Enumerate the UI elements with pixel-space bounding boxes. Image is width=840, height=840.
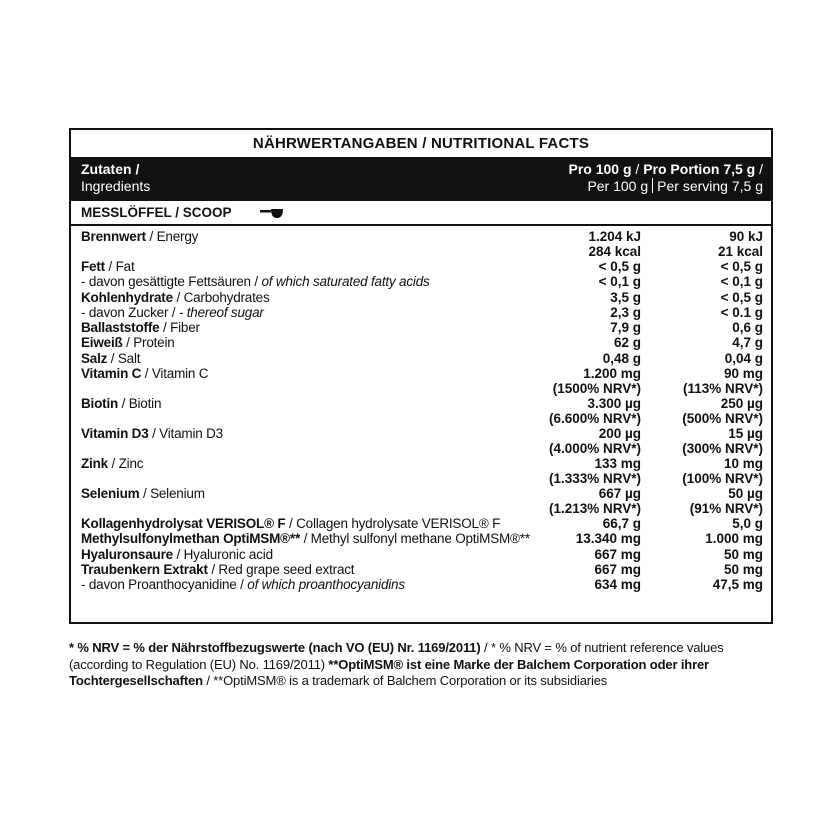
nutrient-label: [81, 335, 175, 350]
value-per-100g: [603, 351, 641, 366]
scoop-row: [71, 201, 771, 226]
nutrient-label: [81, 486, 205, 501]
value-per-serving: [682, 456, 763, 487]
nutrient-name-en: / Vitamin C: [141, 366, 209, 382]
value-per-serving: [718, 229, 763, 260]
nutrient-amount: < 0,1 g: [598, 274, 641, 290]
value-per-serving: [721, 290, 763, 305]
footnote: [69, 640, 781, 690]
nutrient-name-de: Zink: [81, 456, 108, 472]
nutrient-amount: 200 µg: [598, 426, 641, 442]
nutrient-name-de: Selenium: [81, 486, 140, 502]
nrv-percent: (300% NRV*): [682, 441, 763, 457]
value-per-serving: [732, 516, 763, 531]
table-row: [71, 562, 771, 577]
nutrient-name-en: / Salt: [107, 350, 141, 366]
nutrient-amount: 2,3 g: [610, 304, 641, 320]
value-per-serving: [732, 320, 763, 335]
nrv-percent: 21 kcal: [717, 244, 763, 260]
nutrient-name-de: Traubenkern Extrakt: [81, 561, 208, 577]
nutrient-label: [81, 290, 270, 305]
nutrient-label: [81, 305, 264, 320]
nutrient-label: [81, 351, 140, 366]
value-per-100g: [549, 426, 641, 457]
nutrient-rows: [71, 226, 771, 593]
nutrient-name-de: Vitamin C: [81, 366, 142, 382]
nutrient-name-de: Methylsulfonylmethan OptiMSM®**: [81, 531, 301, 547]
value-per-100g: [594, 577, 641, 592]
header-divider: [652, 178, 653, 193]
value-per-100g: [603, 516, 641, 531]
footnote-nrv-de: * % NRV = % der Nährstoffbezugswerte (nach VO (EU) Nr. 1169/2011): [69, 640, 481, 655]
table-row: [71, 486, 771, 516]
nutrient-label: [81, 456, 143, 471]
table-row: [71, 547, 771, 562]
table-row: [71, 426, 771, 456]
table-row: [71, 305, 771, 320]
nutrient-name-de: Brennwert: [81, 229, 146, 244]
nutrient-amount: 7,9 g: [610, 320, 641, 336]
nutrient-label: [81, 229, 198, 244]
nutrient-amount: 50 mg: [723, 546, 763, 562]
nutrient-label: [81, 366, 208, 381]
value-per-serving: [721, 274, 763, 289]
nutrient-label: [81, 562, 354, 577]
header-slash: /: [759, 161, 763, 177]
nutrient-amount: 667 µg: [598, 486, 641, 502]
nrv-percent: (100% NRV*): [682, 471, 763, 487]
scoop-label: MESSLÖFFEL / SCOOP: [81, 205, 232, 220]
nutrient-name-en: / Collagen hydrolysate VERISOL® F: [285, 516, 501, 532]
value-per-100g: [610, 305, 641, 320]
nutrient-amount: < 0,5 g: [720, 289, 763, 305]
nutrient-amount: 634 mg: [594, 577, 641, 593]
nutrient-amount: 667 mg: [594, 561, 641, 577]
nutrient-amount: 62 g: [613, 335, 641, 351]
nutrient-name-de: Eiweiß: [81, 335, 123, 351]
table-row: [71, 531, 771, 546]
nutrient-amount: 1.200 mg: [583, 366, 641, 382]
header-bar: [71, 159, 771, 201]
nutrient-amount: 0,6 g: [732, 320, 763, 336]
value-per-100g: [594, 547, 641, 562]
nutrient-label: [81, 577, 405, 592]
value-per-100g: [553, 366, 641, 397]
ingredients-label-de: Zutaten /: [81, 161, 140, 177]
sub-nutrient-name-en: - thereof sugar: [178, 304, 264, 320]
nutrient-name-en: / Methyl sulfonyl methane OptiMSM®**: [300, 531, 530, 547]
nutrient-amount: 90 kJ: [729, 229, 763, 244]
table-title: NÄHRWERTANGABEN / NUTRITIONAL FACTS: [71, 130, 771, 159]
nutrient-name-de: Kollagenhydrolysat VERISOL® F: [81, 516, 286, 532]
scoop-icon: [260, 206, 284, 219]
sub-nutrient-name-en: of which proanthocyanidins: [247, 577, 405, 593]
value-per-100g: [599, 274, 641, 289]
nutrient-amount: 4,7 g: [732, 335, 763, 351]
nrv-percent: (4.000% NRV*): [548, 441, 641, 457]
nutrient-label: [81, 259, 135, 274]
nutrient-amount: 667 mg: [594, 546, 641, 562]
nrv-percent: (1500% NRV*): [552, 381, 641, 397]
nutrient-name-de: Kohlenhydrate: [81, 289, 173, 305]
nutrient-name-en: / Biotin: [118, 396, 162, 412]
sub-nutrient-name-de: - davon Zucker /: [81, 304, 179, 320]
table-row: [71, 320, 771, 335]
nutrient-name-en: / Carbohydrates: [172, 289, 270, 305]
value-per-100g: [549, 456, 641, 487]
value-per-serving: [724, 562, 763, 577]
table-row: [71, 290, 771, 305]
nrv-percent: (1.213% NRV*): [548, 501, 641, 517]
table-row: [71, 516, 771, 531]
table-row: [71, 351, 771, 366]
nutrient-label: [81, 531, 530, 546]
value-per-serving: [705, 531, 763, 546]
value-per-100g: [576, 531, 641, 546]
nutrient-name-de: Fett: [81, 259, 105, 274]
col1-header-de: Pro 100 g: [568, 161, 632, 177]
nutrient-amount: 3,5 g: [610, 289, 641, 305]
table-row: [71, 456, 771, 486]
value-per-100g: [594, 562, 641, 577]
nutrient-amount: 15 µg: [728, 426, 763, 442]
value-per-serving: [690, 486, 763, 517]
col1-header-en: Per 100 g: [587, 178, 649, 194]
header-columns: [569, 161, 764, 195]
nutrient-amount: 50 mg: [723, 561, 763, 577]
sub-nutrient-name-de: - davon Proanthocyanidine /: [81, 577, 248, 593]
table-row: [71, 366, 771, 396]
value-per-serving: [683, 366, 763, 397]
value-per-serving: [725, 351, 763, 366]
value-per-100g: [610, 290, 641, 305]
nutrient-amount: < 0,5 g: [598, 259, 641, 274]
nutrient-amount: 10 mg: [723, 456, 763, 472]
nutrient-label: [81, 516, 500, 531]
nutrient-amount: 1.204 kJ: [588, 229, 641, 244]
footnote-nrv-en: / * % NRV = % of nutrient reference values (according to Regulation (EU) No. 1169/2011): [69, 640, 724, 672]
nutrient-amount: 50 µg: [728, 486, 763, 502]
value-per-100g: [549, 486, 641, 517]
nutrient-name-de: Salz: [81, 350, 108, 366]
nutrient-amount: 0,04 g: [724, 350, 763, 366]
nutrient-amount: 3.300 µg: [587, 396, 641, 412]
header-ingredients: [81, 161, 150, 195]
nutrient-amount: 0,48 g: [602, 350, 641, 366]
nutrient-amount: 1.000 mg: [705, 531, 763, 547]
nutrient-name-en: / Selenium: [139, 486, 205, 502]
nutrient-amount: 250 µg: [720, 396, 763, 412]
nutrient-name-en: / Protein: [122, 335, 175, 351]
nrv-percent: (6.600% NRV*): [548, 411, 641, 427]
nutrient-name-de: Vitamin D3: [81, 426, 149, 442]
nutrient-amount: < 0,1 g: [720, 274, 763, 290]
value-per-serving: [721, 305, 763, 320]
nrv-percent: (500% NRV*): [682, 411, 763, 427]
nutrient-name-de: Biotin: [81, 396, 119, 412]
nutrient-name-en: / Red grape seed extract: [207, 561, 355, 577]
nutrient-amount: 66,7 g: [602, 516, 641, 532]
nrv-percent: 284 kcal: [588, 244, 641, 260]
nutrient-amount: 5,0 g: [732, 516, 763, 532]
value-per-100g: [614, 335, 641, 350]
nutrient-amount: 133 mg: [594, 456, 641, 472]
table-row: [71, 577, 771, 592]
nutrient-amount: 47,5 mg: [712, 577, 763, 593]
header-slash: /: [635, 161, 640, 177]
nutrient-name-en: / Zinc: [107, 456, 144, 472]
nrv-percent: (113% NRV*): [682, 381, 763, 397]
nutrient-amount: < 0,5 g: [720, 259, 763, 274]
col2-header-de: Pro Portion 7,5 g: [643, 161, 756, 177]
value-per-serving: [713, 577, 763, 592]
value-per-serving: [682, 426, 763, 457]
col2-header-en: Per serving 7,5 g: [657, 178, 763, 194]
sub-nutrient-name-de: - davon gesättigte Fettsäuren /: [81, 274, 262, 290]
table-row: [71, 335, 771, 350]
value-per-100g: [549, 396, 641, 427]
value-per-serving: [732, 335, 763, 350]
value-per-serving: [724, 547, 763, 562]
nutrient-amount: 13.340 mg: [575, 531, 641, 547]
nutrient-label: [81, 547, 273, 562]
nutrient-name-en: / Hyaluronic acid: [172, 546, 273, 562]
nutrient-name-en: / Fat: [104, 259, 135, 274]
footnote-optimsm-en: / **OptiMSM® is a trademark of Balchem Corporation or its subsidiaries: [202, 673, 608, 688]
nutrient-label: [81, 320, 200, 335]
nutrient-label: [81, 274, 430, 289]
table-row: [71, 274, 771, 289]
footnote-optimsm-de: **OptiMSM® ist eine Marke der Balchem Corporation oder ihrer Tochtergesellschaften: [69, 656, 709, 688]
ingredients-label-en: Ingredients: [81, 178, 151, 194]
value-per-100g: [599, 259, 641, 274]
nutrient-amount: < 0.1 g: [720, 304, 763, 320]
nutrition-table: [69, 128, 773, 624]
nrv-percent: (1.333% NRV*): [548, 471, 641, 487]
value-per-100g: [610, 320, 641, 335]
value-per-serving: [721, 259, 763, 274]
value-per-serving: [682, 396, 763, 427]
nutrient-name-en: / Vitamin D3: [148, 426, 223, 442]
table-row: [71, 229, 771, 259]
nutrient-amount: 90 mg: [723, 366, 763, 382]
value-per-100g: [588, 229, 641, 260]
nutrient-name-en: / Energy: [145, 229, 199, 244]
nrv-percent: (91% NRV*): [689, 501, 763, 517]
nutrient-name-de: Ballaststoffe: [81, 320, 160, 336]
nutrient-label: [81, 396, 161, 411]
table-row: [71, 396, 771, 426]
nutrient-name-de: Hyaluronsaure: [81, 546, 173, 562]
nutrient-name-en: / Fiber: [159, 320, 200, 336]
nutrient-label: [81, 426, 223, 441]
sub-nutrient-name-en: of which saturated fatty acids: [261, 274, 430, 290]
table-row: [71, 259, 771, 274]
